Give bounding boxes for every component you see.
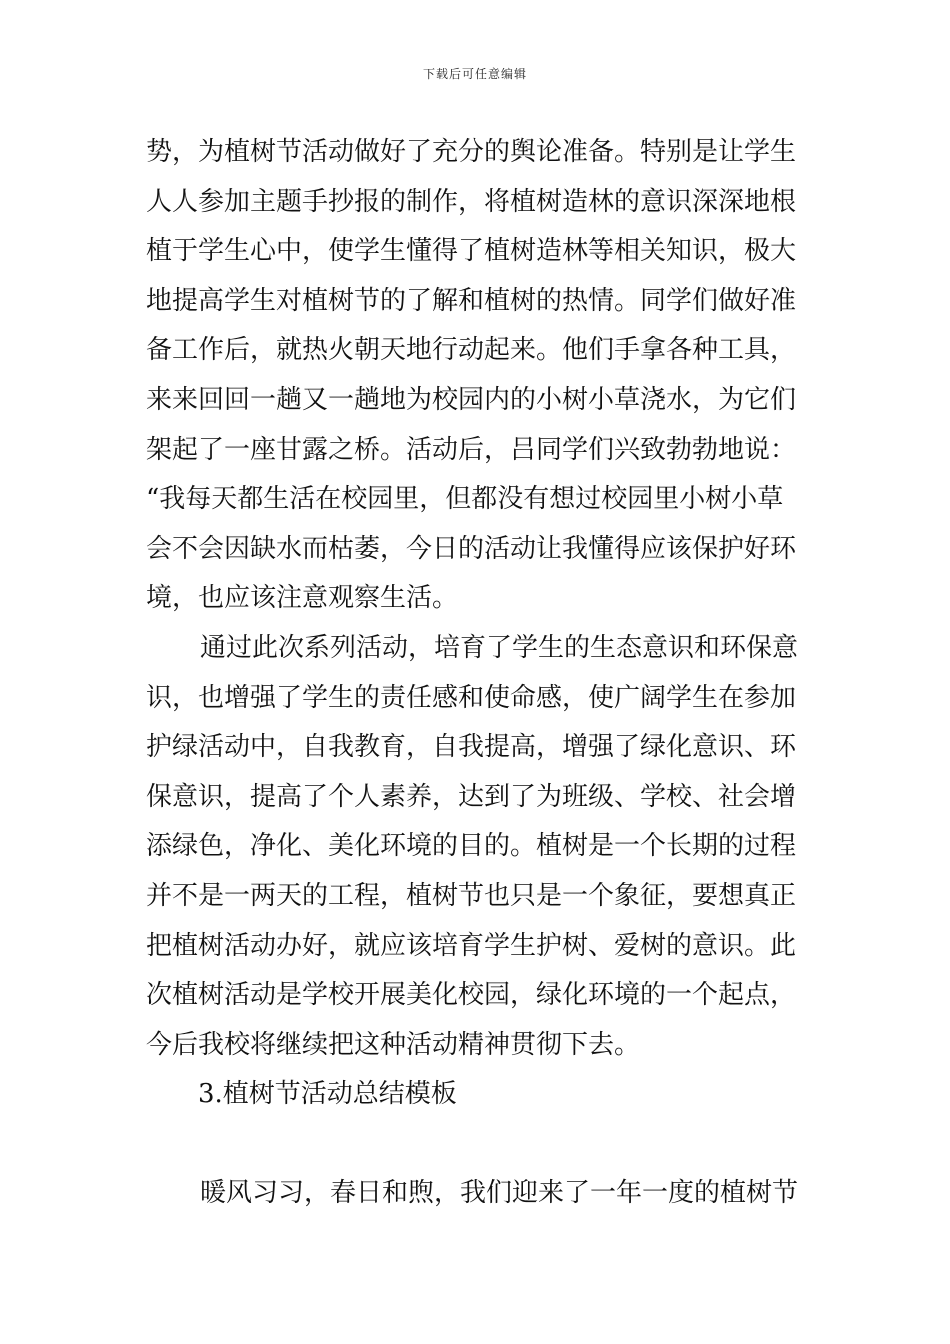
paragraph-first-line: 暖风习习，春日和煦，我们迎来了一年一度的植树节 xyxy=(200,1178,799,1209)
text-line: 识，也增强了学生的责任感和使命感，使广阔学生在参加 xyxy=(146,682,797,713)
section-heading: 3.植树节活动总结模板 xyxy=(198,1079,457,1110)
text-line: “我每天都生活在校园里，但都没有想过校园里小树小草 xyxy=(146,484,784,515)
text-line: 今后我校将继续把这种活动精神贯彻下去。 xyxy=(146,1029,641,1060)
text-line: 境，也应该注意观察生活。 xyxy=(146,583,459,614)
text-line: 添绿色，净化、美化环境的目的。植树是一个长期的过程 xyxy=(146,831,797,862)
blank-line xyxy=(146,1120,806,1170)
text-line: 护绿活动中，自我教育，自我提高，增强了绿化意识、环 xyxy=(146,732,797,763)
header-note: 下载后可任意编辑 xyxy=(422,67,527,81)
paragraph-first-line: 通过此次系列活动，培育了学生的生态意识和环保意 xyxy=(200,632,799,663)
text-line: 备工作后，就热火朝天地行动起来。他们手拿各种工具， xyxy=(146,335,797,366)
text-line: 把植树活动办好，就应该培育学生护树、爱树的意识。此 xyxy=(146,930,797,961)
text-line: 架起了一座甘露之桥。活动后，吕同学们兴致勃勃地说： xyxy=(146,434,797,465)
text-line: 植于学生心中，使学生懂得了植树造林等相关知识，极大 xyxy=(146,236,797,267)
text-line: 会不会因缺水而枯萎，今日的活动让我懂得应该保护好环 xyxy=(146,533,797,564)
text-line: 次植树活动是学校开展美化校园，绿化环境的一个起点， xyxy=(146,980,797,1011)
text-line: 来来回回一趟又一趟地为校园内的小树小草浇水，为它们 xyxy=(146,384,797,415)
body-text xyxy=(146,128,806,1219)
text-line: 地提高学生对植树节的了解和植树的热情。同学们做好准 xyxy=(146,285,797,316)
text-line: 并不是一两天的工程，植树节也只是一个象征，要想真正 xyxy=(146,880,797,911)
text-line: 保意识，提高了个人素养，达到了为班级、学校、社会增 xyxy=(146,781,797,812)
text-line: 人人参加主题手抄报的制作，将植树造林的意识深深地根 xyxy=(146,186,797,217)
text-line: 势，为植树节活动做好了充分的舆论准备。特别是让学生 xyxy=(146,137,797,167)
